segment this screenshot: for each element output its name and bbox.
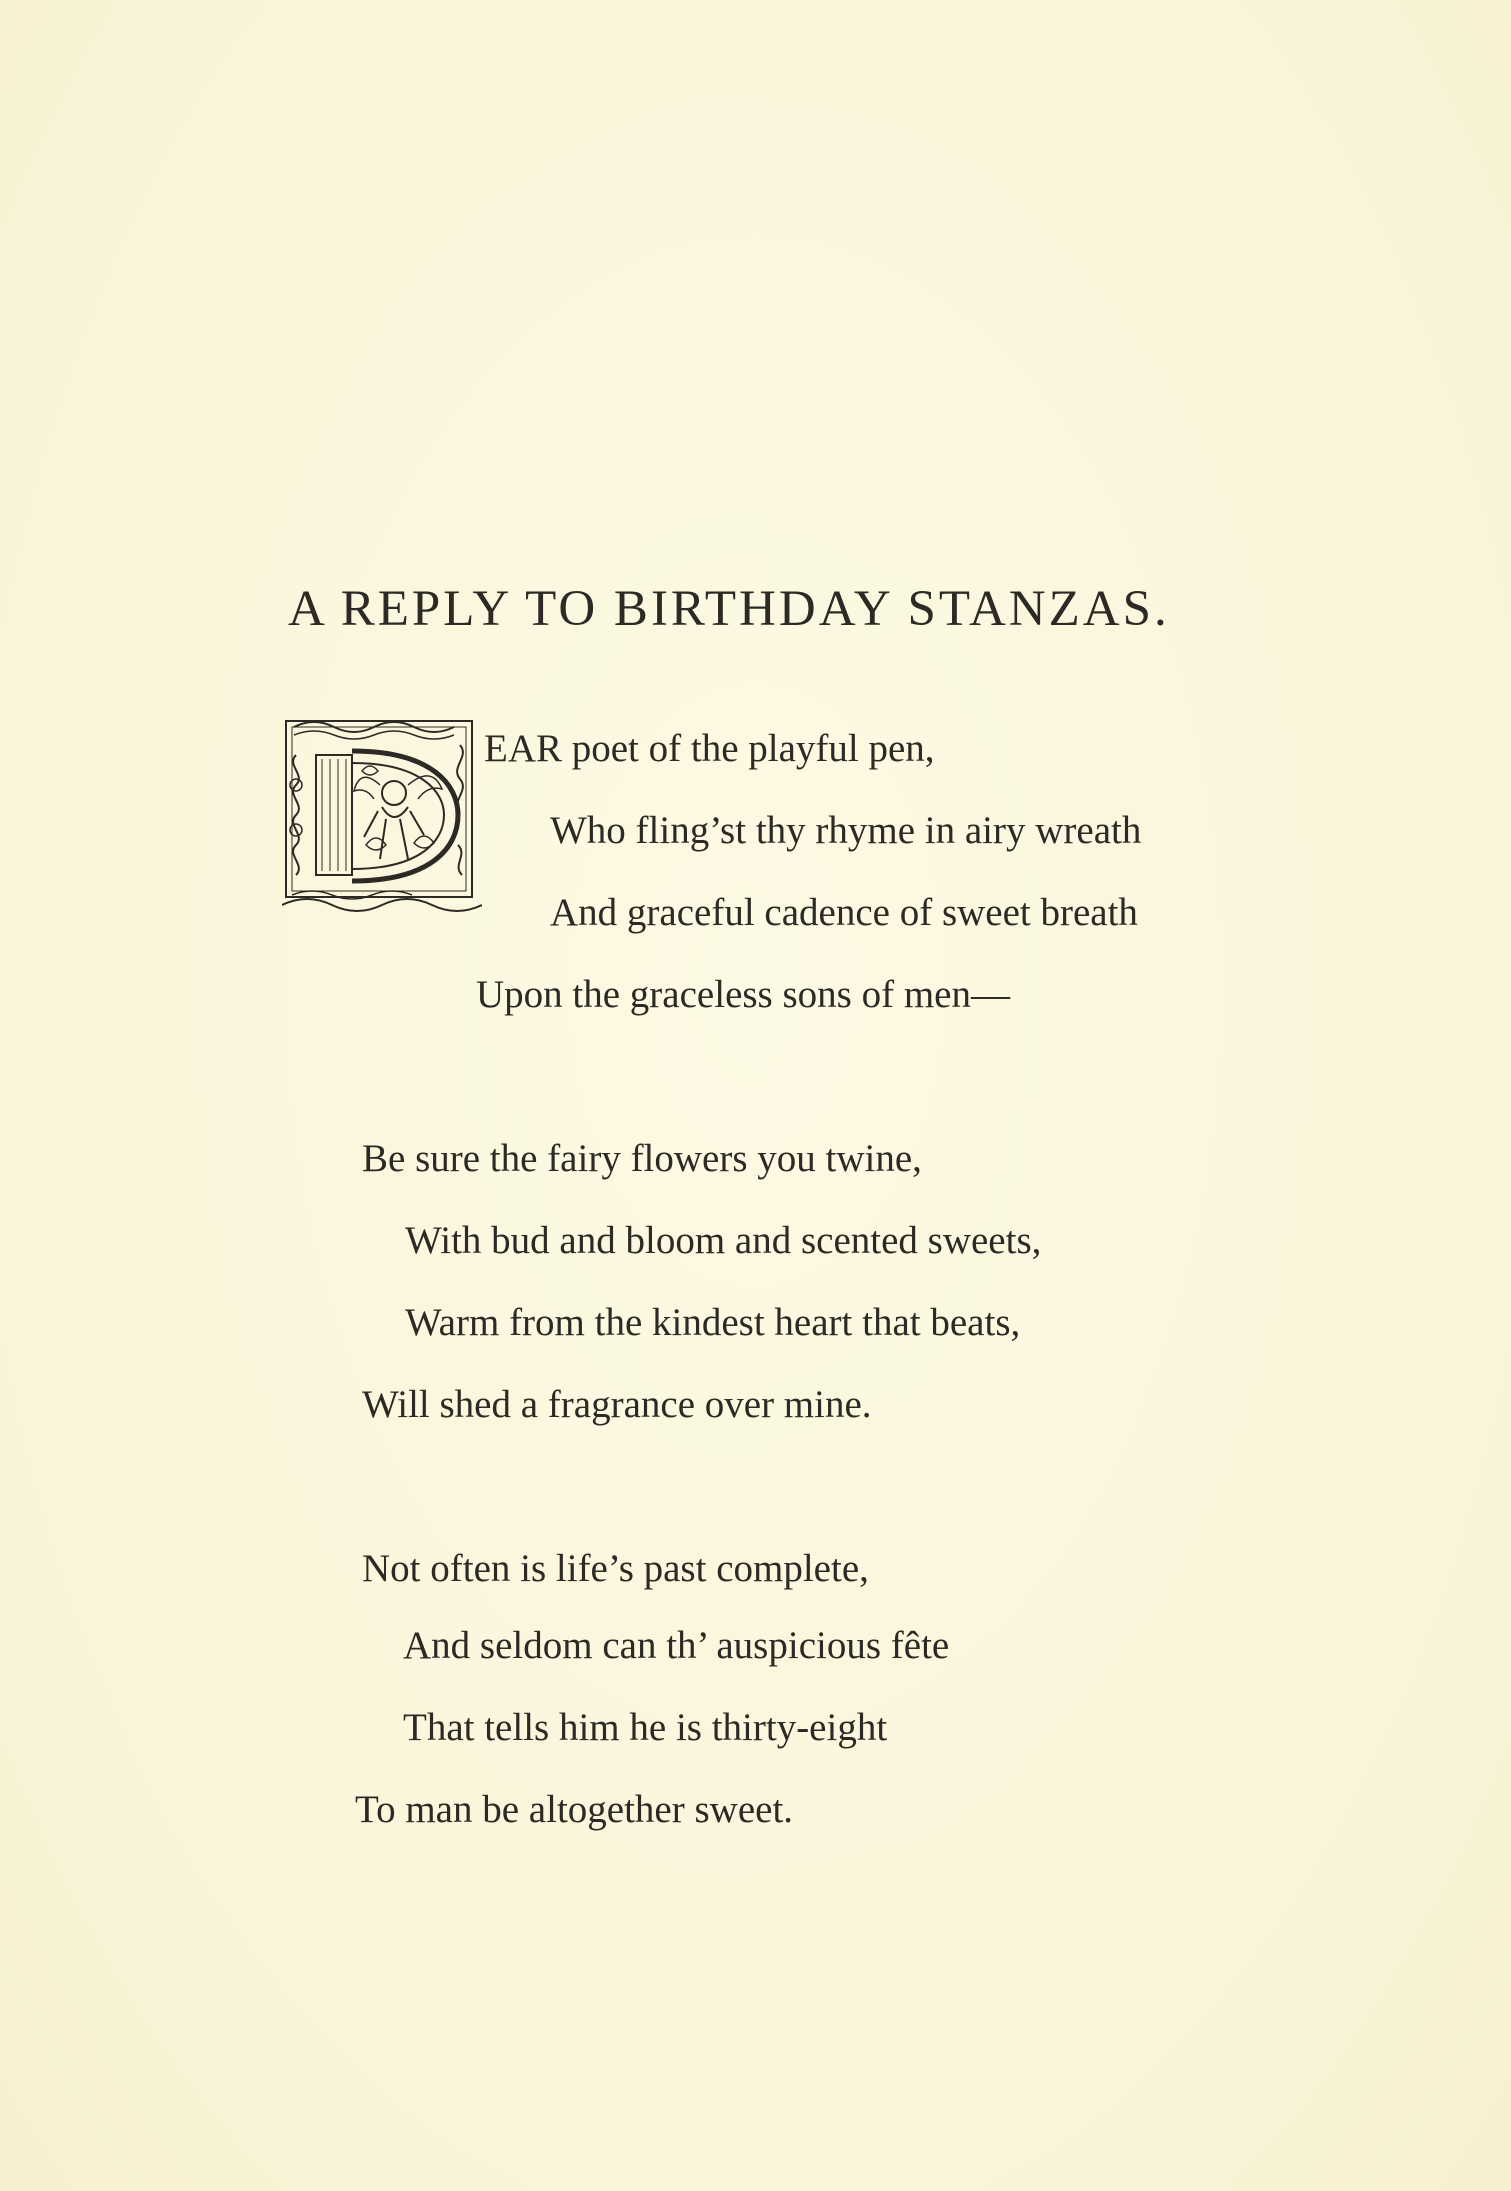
stanza-2-line-2: With bud and bloom and scented sweets,	[405, 1219, 1042, 1262]
poem-title: A REPLY TO BIRTHDAY STANZAS.	[288, 581, 1170, 637]
stanza-3-line-2: And seldom can th’ auspicious fête	[403, 1624, 950, 1667]
stanza-3-line-1: Not often is life’s past complete,	[362, 1547, 869, 1590]
stanza-1-line-2: Who fling’st thy rhyme in airy wreath	[550, 809, 1142, 852]
stanza-2-line-4: Will shed a fragrance over mine.	[362, 1383, 872, 1426]
dropcap-ornament-icon	[282, 715, 482, 915]
stanza-3-line-3: That tells him he is thirty-eight	[403, 1706, 888, 1749]
stanza-2-line-3: Warm from the kindest heart that beats,	[405, 1301, 1021, 1344]
stanza-3-line-4: To man be altogether sweet.	[355, 1788, 794, 1831]
ornamental-dropcap-d	[282, 715, 482, 915]
stanza-1-line-3: And graceful cadence of sweet breath	[550, 891, 1138, 934]
stanza-2-line-1: Be sure the fairy flowers you twine,	[362, 1137, 922, 1180]
stanza-1-line-4: Upon the graceless sons of men—	[476, 973, 1010, 1016]
stanza-1-line-1: EAR poet of the playful pen,	[484, 727, 935, 770]
